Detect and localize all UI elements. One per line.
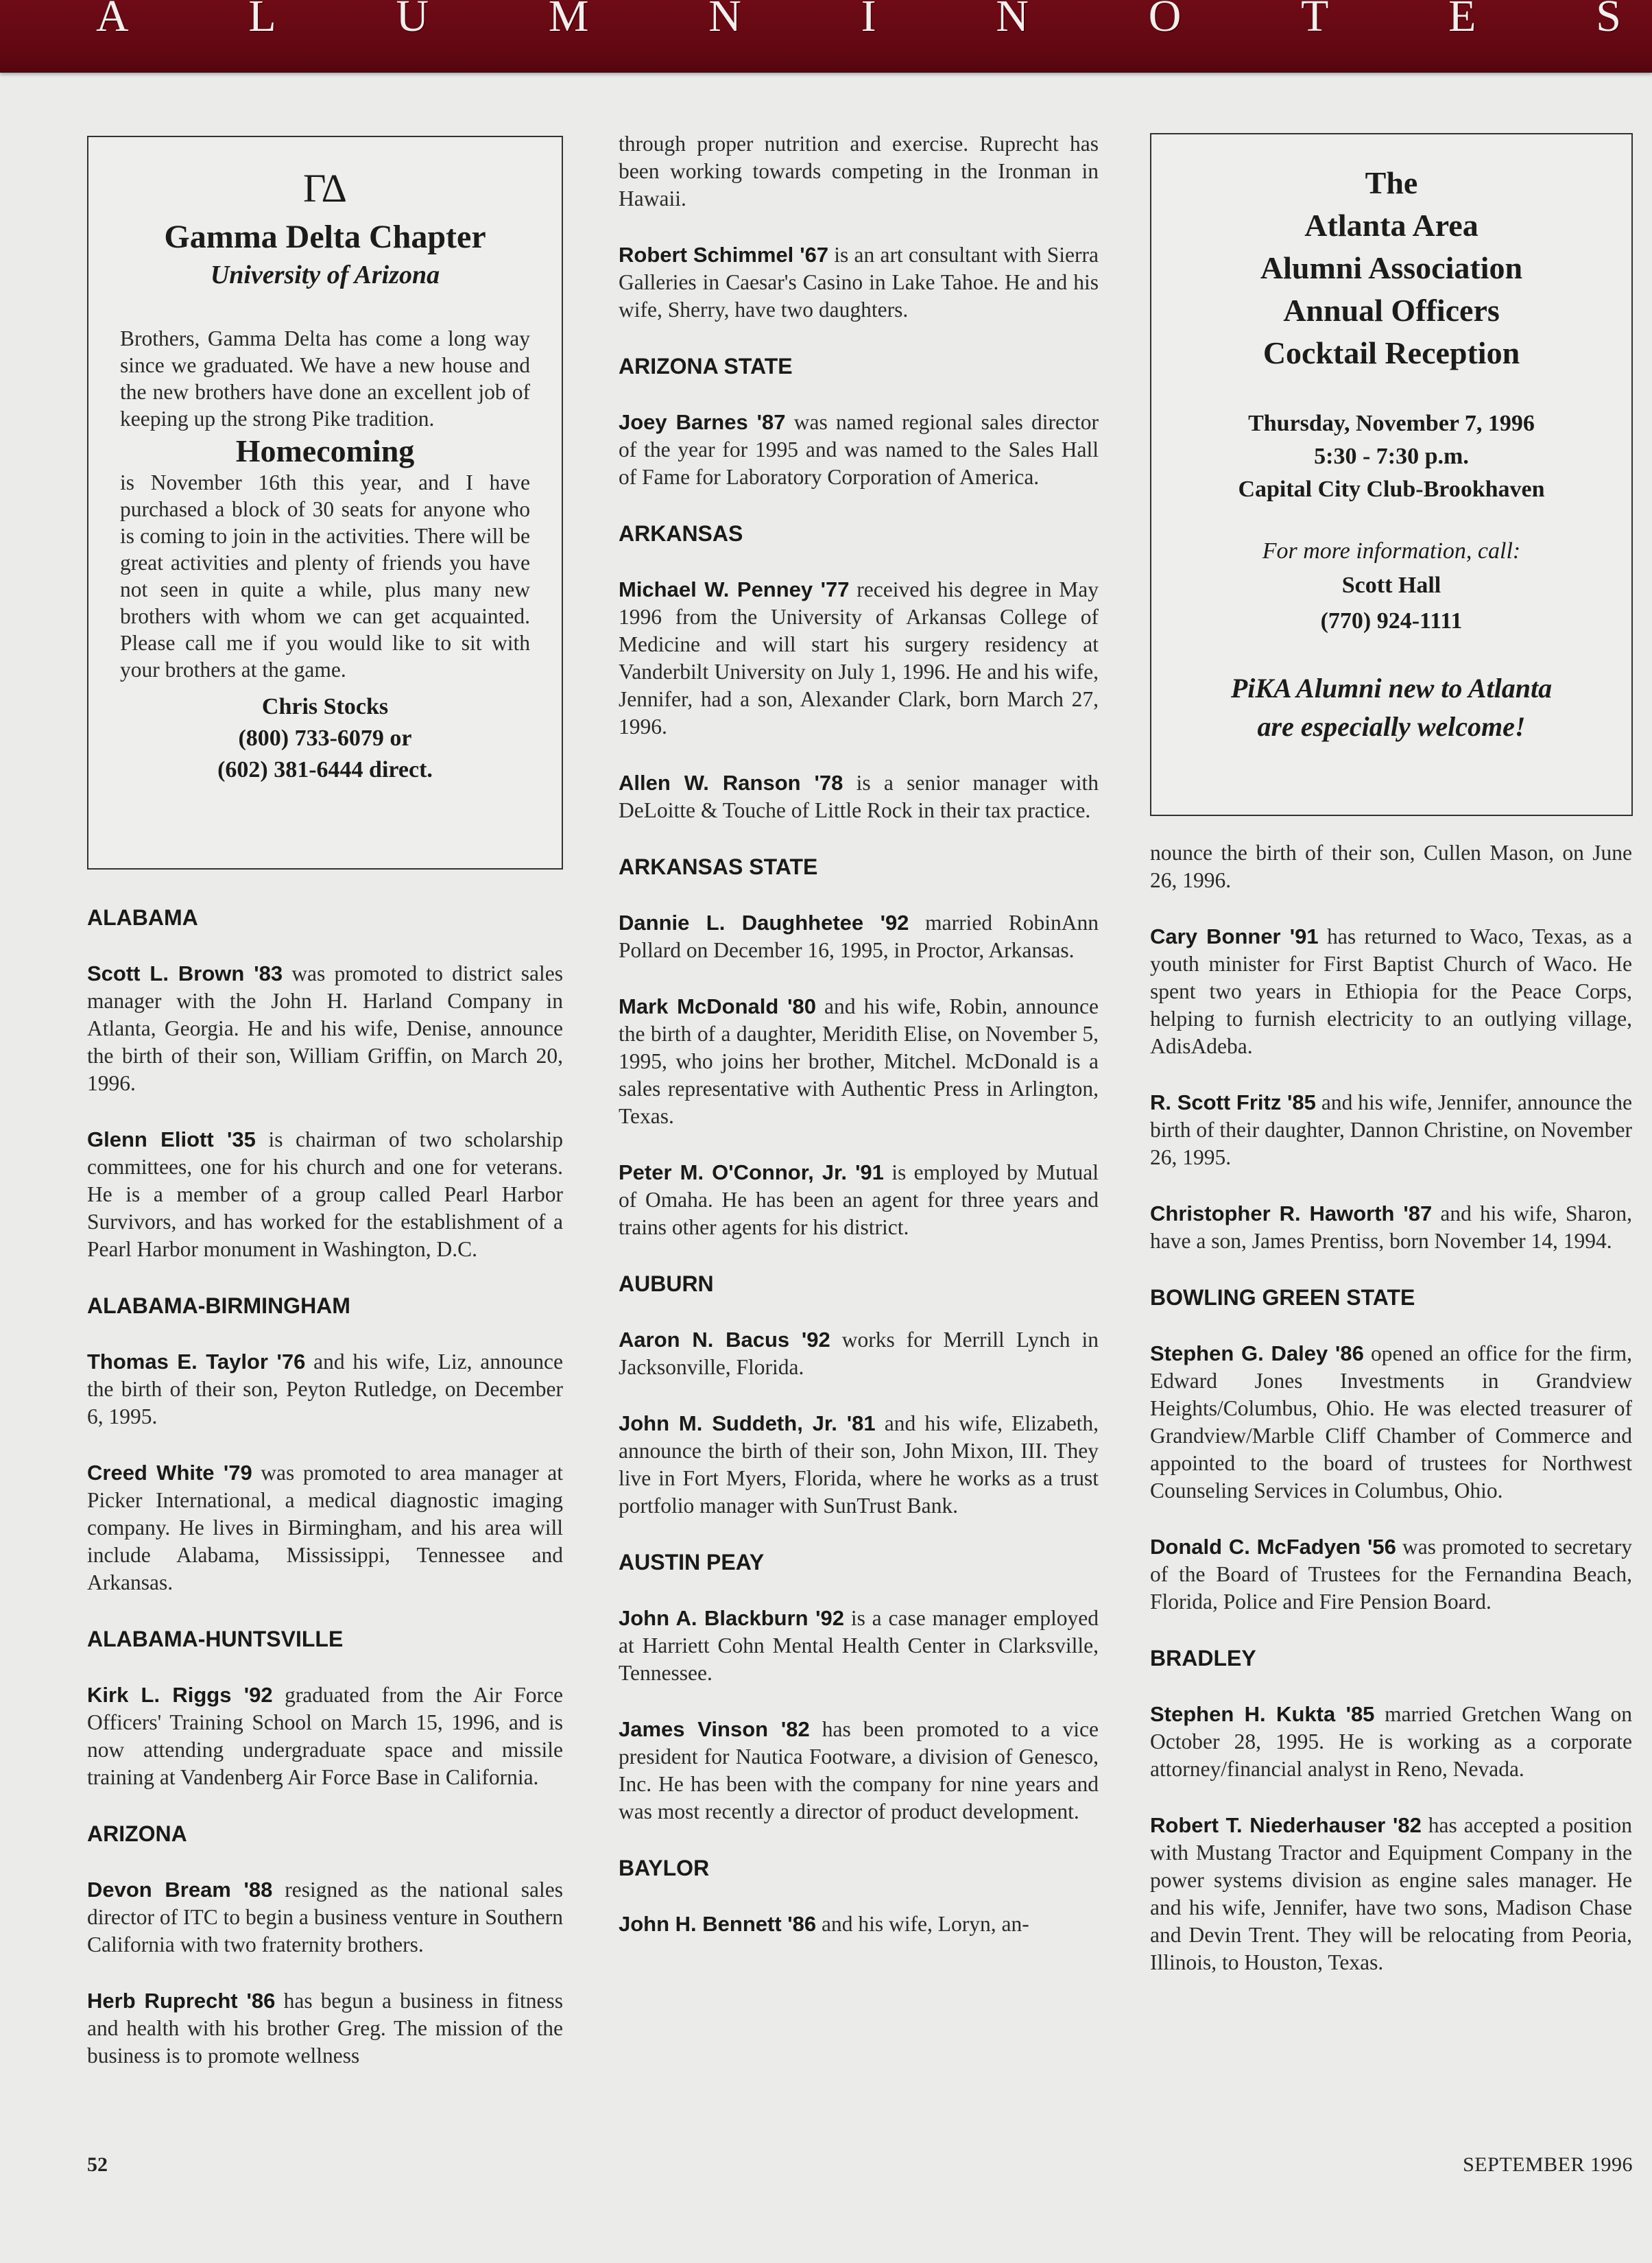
atlanta-reception-box — [1150, 133, 1633, 816]
alumni-note-entry — [619, 993, 1099, 1130]
alumni-note-entry — [619, 1605, 1099, 1687]
alumnus-name: Allen W. Ranson '78 — [619, 771, 843, 795]
note-text: and his wife, Elizabeth, announce the birth of their son, John Mixon, III. They live in Fort Myers, Florida, where he works as a trust portfolio manager with SunTrust Bank. — [619, 1411, 1099, 1518]
alumnus-name: Cary Bonner '91 — [1150, 924, 1319, 948]
school-section-heading: AUBURN — [619, 1271, 714, 1296]
gamma-delta-announcement-box — [87, 136, 563, 870]
note-text: and his wife, Loryn, an- — [816, 1912, 1029, 1936]
reception-title-line: Annual Officers — [1283, 293, 1500, 328]
school-section-heading: AUSTIN PEAY — [619, 1550, 765, 1574]
info-label: For more information, call: — [1262, 538, 1521, 564]
welcome-line: PiKA Alumni new to Atlanta — [1230, 673, 1553, 704]
note-text: and his wife, Sharon, have a son, James Prentiss, born November 14, 1994. — [1150, 1201, 1633, 1253]
alumni-note-entry — [1150, 1200, 1632, 1255]
note-text: was promoted to secretary of the Board of Trustees for the Fernandina Beach, Florida, Police and Fire Pension Board. — [1150, 1535, 1632, 1614]
alumni-note-entry — [619, 130, 1099, 213]
alumni-note-entry — [1150, 1701, 1632, 1783]
alumni-note-entry — [1150, 1089, 1632, 1171]
reception-title — [1151, 162, 1631, 374]
alumni-note-entry — [619, 1911, 1099, 1938]
banner-letter: I — [861, 0, 876, 41]
note-text: is a case manager employed at Harriett Cohn Mental Health Center in Clarksville, Tennessee. — [619, 1606, 1099, 1685]
alumnus-name: Aaron N. Bacus '92 — [619, 1328, 830, 1352]
reception-venue: Capital City Club-Brookhaven — [1238, 477, 1545, 502]
banner-letter: N — [708, 0, 741, 41]
school-section-heading: ARKANSAS STATE — [619, 854, 818, 879]
alumni-note-entry — [1150, 839, 1632, 894]
alumnus-name: Robert T. Niederhauser '82 — [1150, 1813, 1422, 1837]
reception-contact — [1151, 568, 1631, 639]
homecoming-body: is November 16th this year, and I have purchased a block of 30 seats for anyone who is coming to join in the activities. There will be great activities and plenty of friends you have not seen in quite a while, plus many new brothers with whom we can get acquainted. Please call me if you would like to sit with your brothers at the game. — [120, 470, 530, 682]
chapter-intro: Brothers, Gamma Delta has come a long way since we graduated. We have a new house and the new brothers have done an excellent job of keeping up the strong Pike tradition. — [120, 326, 530, 431]
alumnus-name: Herb Ruprecht '86 — [87, 1989, 276, 2013]
reception-time: 5:30 - 7:30 p.m. — [1314, 444, 1469, 469]
alumnus-name: Scott L. Brown '83 — [87, 961, 283, 985]
note-text: is chairman of two scholarship committees, one for his church and one for veterans. He is a member of a group called Pearl Harbor Survivors, and has worked for the establishment of a Pearl Harbor monument in Washington, D.C. — [87, 1127, 563, 1261]
alumnus-name: Donald C. McFadyen '56 — [1150, 1535, 1396, 1559]
alumnus-name: Thomas E. Taylor '76 — [87, 1350, 306, 1374]
alumni-note-entry — [619, 241, 1099, 324]
contact-name: Chris Stocks — [261, 694, 389, 719]
alumni-note-entry — [1150, 1812, 1632, 1976]
alumnus-name: Michael W. Penney '77 — [619, 577, 850, 601]
alumnus-name: Kirk L. Riggs '92 — [87, 1683, 273, 1707]
note-text: graduated from the Air Force Officers' Training School on March 15, 1996, and is now attending undergraduate space and missile training at Vandenberg Air Force Base in California. — [87, 1683, 563, 1789]
note-text: has accepted a position with Mustang Tractor and Equipment Company in the power systems division as engine sales manager. He and his wife, Jennifer, have two sons, Madison Chase and Devin Trent. They will be relocating from Peoria, Illinois, to Houston, Texas. — [1150, 1813, 1632, 1974]
chapter-greek-letters: ΓΔ — [303, 166, 347, 211]
contact-name: Scott Hall — [1341, 573, 1441, 598]
banner-title — [0, 0, 1652, 41]
alumni-note-entry — [87, 960, 563, 1097]
note-text: has returned to Waco, Texas, as a youth minister for First Baptist Church of Waco. He spent two years in Ethiopia for the Peace Corps, helping to furnish electricity to an outlying village, AdisAdeba. — [1150, 924, 1633, 1058]
school-section-heading: ALABAMA — [87, 905, 198, 930]
note-text: and his wife, Robin, announce the birth of a daughter, Meridith Elise, on November 5, 1995, who joins her brother, Mitchel. McDonald is a sales representative with Authentic Press in Arlington, Texas. — [619, 994, 1099, 1128]
welcome-line: are especially welcome! — [1257, 711, 1526, 742]
banner-letter: E — [1448, 0, 1476, 41]
contact-phone: (770) 924-1111 — [1320, 608, 1463, 634]
chapter-title: Gamma Delta Chapter — [164, 219, 486, 255]
issue-date: SEPTEMBER 1996 — [1463, 2153, 1633, 2176]
note-text: opened an office for the firm, Edward Jones Investments in Grandview Heights/Columbus, Ohio. He was elected treasurer of Grandview/Marble Cliff Chamber of Commerce and appointed to the board of trustees for Northwest Counseling Services in Columbus, Ohio. — [1150, 1341, 1632, 1502]
welcome-message — [1151, 669, 1631, 746]
contact-block — [88, 691, 562, 786]
school-section-heading: BRADLEY — [1150, 1646, 1256, 1671]
alumnus-name: John A. Blackburn '92 — [619, 1606, 845, 1630]
alumnus-name: Glenn Eliott '35 — [87, 1127, 256, 1151]
note-text: married Gretchen Wang on October 28, 1995. He is working as a corporate attorney/financial analyst in Reno, Nevada. — [1150, 1702, 1633, 1781]
alumni-note-entry — [619, 576, 1099, 741]
alumni-note-entry — [87, 1681, 563, 1791]
reception-title-line: The — [1365, 165, 1418, 200]
banner-letter: O — [1148, 0, 1182, 41]
alumni-note-entry — [619, 1716, 1099, 1825]
page-number: 52 — [87, 2153, 108, 2176]
note-text: through proper nutrition and exercise. Ruprecht has been working towards competing in the Ironman in Hawaii. — [619, 132, 1099, 211]
alumni-note-entry — [87, 1987, 563, 2070]
alumnus-name: James Vinson '82 — [619, 1717, 810, 1741]
alumni-note-entry — [619, 409, 1099, 491]
banner-letter: L — [248, 0, 276, 41]
reception-date: Thursday, November 7, 1996 — [1248, 411, 1535, 436]
alumni-note-entry — [87, 1876, 563, 1959]
note-text: married RobinAnn Pollard on December 16, 1995, in Proctor, Arkansas. — [619, 911, 1099, 962]
contact-phone-2: (602) 381-6444 direct. — [217, 757, 433, 782]
alumnus-name: Mark McDonald '80 — [619, 994, 816, 1018]
banner-letter: S — [1596, 0, 1621, 41]
note-text: and his wife, Jennifer, announce the birth of their daughter, Dannon Christine, on November 26, 1995. — [1150, 1090, 1632, 1169]
note-text: works for Merrill Lynch in Jacksonville, Florida. — [619, 1328, 1099, 1379]
note-text: was named regional sales director of the year for 1995 and was named to the Sales Hall of Fame for Laboratory Corporation of America. — [619, 410, 1099, 489]
alumni-note-entry — [619, 909, 1099, 964]
note-text: was promoted to area manager at Picker International, a medical diagnostic imaging company. He lives in Birmingham, and his area will include Alabama, Mississippi, Tennessee and Arkansas. — [87, 1461, 563, 1594]
note-text: received his degree in May 1996 from the University of Arkansas College of Medicine and will start his surgery residency at Vanderbilt University on July 1, 1996. He and his wife, Jennifer, had a son, Alexander Clark, born March 27, 1996. — [619, 577, 1099, 739]
alumni-note-entry — [1150, 1533, 1632, 1616]
banner-letter: A — [96, 0, 129, 41]
chapter-university: University of Arizona — [210, 261, 440, 289]
alumnus-name: Stephen H. Kukta '85 — [1150, 1702, 1375, 1726]
alumni-note-entry — [619, 769, 1099, 824]
alumni-note-entry — [619, 1159, 1099, 1241]
column-2-notes — [619, 130, 1099, 1967]
banner-letter: T — [1301, 0, 1329, 41]
column-3-notes — [1150, 839, 1632, 2005]
alumnus-name: Devon Bream '88 — [87, 1878, 273, 1902]
reception-title-line: Cocktail Reception — [1262, 335, 1520, 370]
homecoming-heading: Homecoming — [235, 433, 415, 468]
banner-letter: M — [548, 0, 589, 41]
alumnus-name: John M. Suddeth, Jr. '81 — [619, 1411, 876, 1435]
note-text: was promoted to district sales manager with the John H. Harland Company in Atlanta, Georgia. He and his wife, Denise, announce the birth of their son, William Griffin, on March 20, 1996. — [87, 961, 563, 1095]
note-text: has begun a business in fitness and health with his brother Greg. The mission of the business is to promote wellness — [87, 1989, 563, 2068]
reception-title-line: Atlanta Area — [1304, 208, 1479, 243]
school-section-heading: ARIZONA — [87, 1821, 187, 1846]
alumni-note-entry — [1150, 1340, 1632, 1505]
note-text: has been promoted to a vice president for Nautica Footware, a division of Genesco, Inc. He has been with the company for nine years and was most recently a director of product development. — [619, 1717, 1099, 1823]
school-section-heading: ALABAMA-BIRMINGHAM — [87, 1293, 350, 1318]
alumnus-name: Dannie L. Daughhetee '92 — [619, 911, 909, 935]
alumnus-name: Robert Schimmel '67 — [619, 243, 829, 267]
alumnus-name: Christopher R. Haworth '87 — [1150, 1201, 1433, 1225]
alumni-note-entry — [87, 1126, 563, 1263]
note-text: is a senior manager with DeLoitte & Touche of Little Rock in their tax practice. — [619, 771, 1099, 822]
banner-letter: N — [996, 0, 1029, 41]
alumnus-name: R. Scott Fritz '85 — [1150, 1090, 1316, 1114]
school-section-heading: ARIZONA STATE — [619, 354, 793, 379]
alumnus-name: John H. Bennett '86 — [619, 1912, 817, 1936]
alumnus-name: Joey Barnes '87 — [619, 410, 786, 434]
alumnus-name: Creed White '79 — [87, 1461, 252, 1485]
column-1-notes — [87, 904, 563, 2098]
school-section-heading: ALABAMA-HUNTSVILLE — [87, 1627, 344, 1651]
alumni-note-entry — [1150, 923, 1632, 1060]
school-section-heading: BAYLOR — [619, 1856, 710, 1880]
school-section-heading: BOWLING GREEN STATE — [1150, 1285, 1415, 1310]
alumni-note-entry — [619, 1410, 1099, 1520]
alumni-note-entry — [87, 1459, 563, 1596]
note-text: nounce the birth of their son, Cullen Mason, on June 26, 1996. — [1150, 841, 1632, 892]
alumni-note-entry — [619, 1326, 1099, 1381]
school-section-heading: ARKANSAS — [619, 521, 743, 546]
reception-details — [1151, 407, 1631, 506]
banner-letter: U — [396, 0, 429, 41]
alumnus-name: Peter M. O'Connor, Jr. '91 — [619, 1160, 884, 1184]
note-text: resigned as the national sales director of ITC to begin a business venture in Southern California with two fraternity brothers. — [87, 1878, 563, 1956]
section-banner — [0, 0, 1652, 73]
reception-title-line: Alumni Association — [1260, 250, 1523, 285]
note-text: and his wife, Liz, announce the birth of their son, Peyton Rutledge, on December 6, 1995. — [87, 1350, 563, 1428]
note-text: is an art consultant with Sierra Galleries in Caesar's Casino in Lake Tahoe. He and his wife, Sherry, have two daughters. — [619, 243, 1099, 322]
note-text: is employed by Mutual of Omaha. He has been an agent for three years and trains other agents for his district. — [619, 1160, 1099, 1239]
alumnus-name: Stephen G. Daley '86 — [1150, 1341, 1364, 1365]
contact-phone-1: (800) 733-6079 or — [238, 726, 412, 751]
alumni-note-entry — [87, 1348, 563, 1430]
